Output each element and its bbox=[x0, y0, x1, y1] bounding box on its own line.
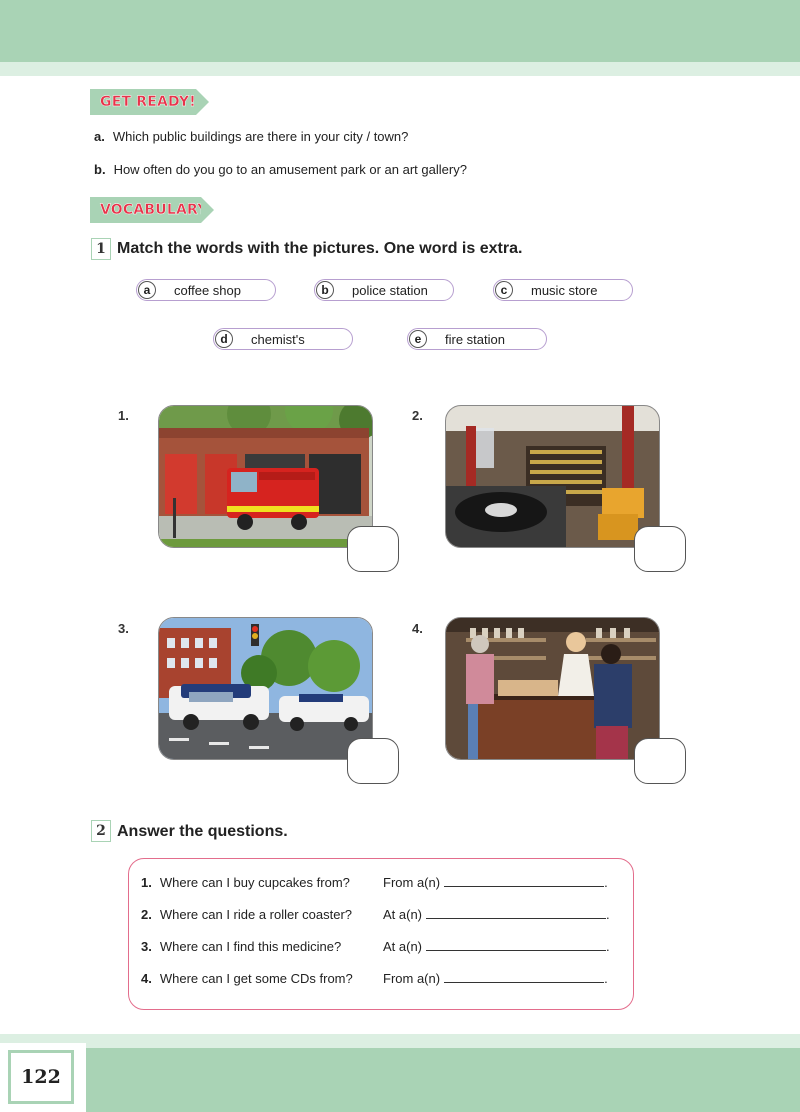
bottom-band-light bbox=[0, 1034, 800, 1048]
word-label: police station bbox=[352, 282, 428, 298]
page-number: 122 bbox=[8, 1050, 74, 1104]
word-pill-fire-station bbox=[407, 328, 547, 350]
question-number: 4. bbox=[141, 971, 152, 986]
question-text: Where can I find this medicine? bbox=[159, 939, 342, 954]
question-text: Where can I ride a roller coaster? bbox=[159, 907, 353, 922]
question-number: 2. bbox=[141, 907, 152, 922]
answer-box-3[interactable] bbox=[347, 738, 399, 784]
coffee-shop-photo bbox=[445, 617, 660, 760]
exercise-2-title: Answer the questions. bbox=[117, 823, 288, 840]
word-label: chemist's bbox=[251, 331, 305, 347]
bottom-band bbox=[0, 1048, 800, 1112]
answer-lead: From a(n) bbox=[383, 875, 441, 890]
answer-line-3[interactable] bbox=[426, 939, 606, 951]
questions-box bbox=[128, 858, 634, 1010]
word-letter: c bbox=[495, 281, 513, 299]
exercise-2-number: 2 bbox=[91, 820, 111, 842]
top-band bbox=[0, 0, 800, 62]
question-number: 3. bbox=[141, 939, 152, 954]
word-pill-coffee-shop bbox=[136, 279, 276, 301]
answer-box-2[interactable] bbox=[634, 526, 686, 572]
word-letter: a bbox=[138, 281, 156, 299]
answer-line-4[interactable] bbox=[444, 971, 604, 983]
music-store-photo bbox=[445, 405, 660, 548]
exercise-1-number: 1 bbox=[91, 238, 111, 260]
word-pill-police-station bbox=[314, 279, 454, 301]
vocabulary-label: VOCABULARY bbox=[100, 202, 208, 218]
get-ready-question-a bbox=[94, 129, 408, 144]
question-letter: a. bbox=[94, 129, 105, 144]
picture-number: 4. bbox=[412, 621, 423, 636]
answer-end: . bbox=[604, 875, 608, 890]
word-letter: d bbox=[215, 330, 233, 348]
question-row-1 bbox=[141, 875, 608, 890]
question-text: How often do you go to an amusement park or an art gallery? bbox=[113, 162, 467, 177]
question-row-2 bbox=[141, 907, 610, 922]
word-letter: e bbox=[409, 330, 427, 348]
police-station-photo bbox=[158, 617, 373, 760]
word-label: music store bbox=[531, 282, 598, 298]
exercise-1-title: Match the words with the pictures. One word is extra. bbox=[117, 240, 523, 257]
answer-end: . bbox=[606, 939, 610, 954]
word-pill-music-store bbox=[493, 279, 633, 301]
question-text: Where can I get some CDs from? bbox=[159, 971, 353, 986]
answer-end: . bbox=[604, 971, 608, 986]
answer-end: . bbox=[606, 907, 610, 922]
question-text: Which public buildings are there in your city / town? bbox=[112, 129, 409, 144]
get-ready-question-b bbox=[94, 162, 467, 177]
page-number-box bbox=[0, 1043, 86, 1112]
question-text: Where can I buy cupcakes from? bbox=[159, 875, 350, 890]
picture-number: 1. bbox=[118, 408, 129, 423]
word-letter: b bbox=[316, 281, 334, 299]
get-ready-label: GET READY! bbox=[100, 94, 196, 110]
answer-line-1[interactable] bbox=[444, 875, 604, 887]
word-label: coffee shop bbox=[174, 282, 241, 298]
answer-lead: At a(n) bbox=[383, 907, 423, 922]
picture-number: 3. bbox=[118, 621, 129, 636]
question-row-4 bbox=[141, 971, 608, 986]
vocabulary-tag bbox=[90, 197, 208, 223]
fire-station-photo bbox=[158, 405, 373, 548]
question-number: 1. bbox=[141, 875, 152, 890]
get-ready-tag bbox=[90, 89, 196, 115]
answer-box-1[interactable] bbox=[347, 526, 399, 572]
word-label: fire station bbox=[445, 331, 505, 347]
question-letter: b. bbox=[94, 162, 106, 177]
picture-number: 2. bbox=[412, 408, 423, 423]
answer-lead: At a(n) bbox=[383, 939, 423, 954]
answer-box-4[interactable] bbox=[634, 738, 686, 784]
answer-lead: From a(n) bbox=[383, 971, 441, 986]
question-row-3 bbox=[141, 939, 610, 954]
answer-line-2[interactable] bbox=[426, 907, 606, 919]
word-pill-chemists bbox=[213, 328, 353, 350]
top-band-light bbox=[0, 62, 800, 76]
